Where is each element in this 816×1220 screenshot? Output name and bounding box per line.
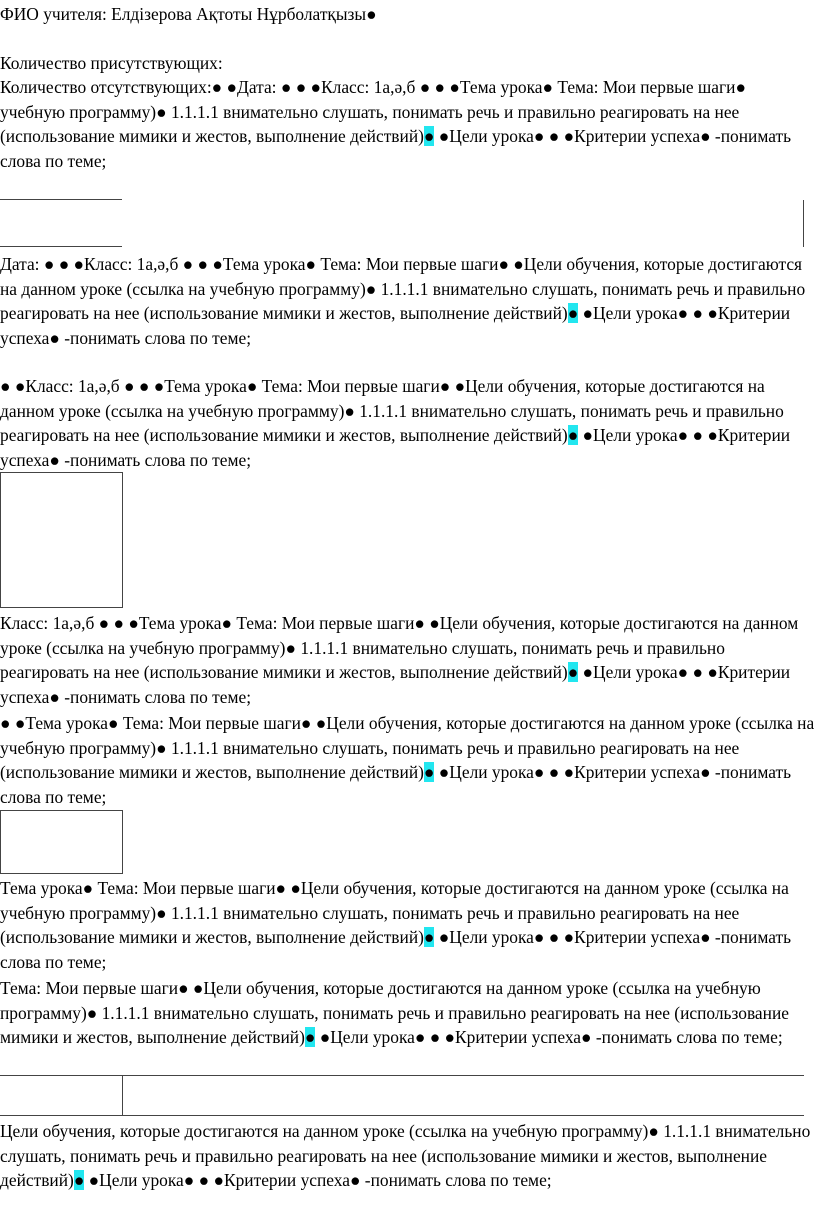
highlighted-bullet: ● [423,126,435,146]
paragraph-text: Дата: ● ● ●Класс: 1а,ә,б ● ● ●Тема урока● Тема: Мои первые шаги● ●Цели обучения, которые достигаются на данном уроке (ссылка на учебную программу)● 1.1.1.1 внимательно слушать, понимать речь и правильно реагировать на нее (использование мимики и жестов, выполнение действий) [0,254,806,323]
paragraph-date [0,252,816,350]
highlighted-bullet: ● [567,662,579,682]
paragraph-absent-count [0,75,816,173]
paragraph-text: Тема урока● Тема: Мои первые шаги● ●Цели обучения, которые достигаются на данном уроке (ссылка на учебную программу)● 1.1.1.1 внимательно слушать, понимать речь и правильно реагировать на нее (использование мимики и жестов, выполнение действий) [0,878,789,947]
empty-table-cell [0,472,123,608]
paragraph-class-2 [0,611,816,709]
paragraph-text: ● ●Класс: 1а,ә,б ● ● ●Тема урока● Тема: Мои первые шаги● ●Цели обучения, которые достигаются на данном уроке (ссылка на учебную программу)● 1.1.1.1 внимательно слушать, понимать речь и правильно реагировать на нее (использование мимики и жестов, выполнение действий) [0,376,784,445]
paragraph-text: ●Цели урока● ● ●Критерии успеха● -понимать слова по теме; [315,1027,783,1047]
table-border [0,1075,804,1076]
paragraph-text: ● ●Тема урока● Тема: Мои первые шаги● ●Цели обучения, которые достигаются на данном уроке (ссылка на учебную программу)● 1.1.1.1 внимательно слушать, понимать речь и правильно реагировать на нее (использование мимики и жестов, выполнение действий) [0,713,815,782]
highlighted-bullet: ● [567,425,579,445]
highlighted-bullet: ● [567,303,579,323]
paragraph-text: ●Цели урока● ● ●Критерии успеха● -понимать слова по теме; [0,662,791,707]
paragraph-text: ●Цели урока● ● ●Критерии успеха● -понимать слова по теме; [0,126,792,171]
paragraph-text: учебную программу)● 1.1.1.1 внимательно слушать, понимать речь и правильно реагировать на нее (использование мимики и жестов, выполнение действий) [0,101,740,146]
highlighted-bullet: ● [304,1027,316,1047]
highlighted-bullet: ● [73,1170,85,1190]
empty-table-cell [0,810,123,874]
paragraph-text: Цели обучения, которые достигаются на данном уроке (ссылка на учебную программу)● 1.1.1.1 внимательно слушать, понимать речь и правильно реагировать на нее (использование мимики и жестов, выполнение действий) [0,1121,811,1190]
paragraph-class [0,374,816,472]
paragraph-text: Класс: 1а,ә,б ● ● ●Тема урока● Тема: Мои первые шаги● ●Цели обучения, которые достигаются на данном уроке (ссылка на учебную программу)● 1.1.1.1 внимательно слушать, понимать речь и правильно реагировать на нее (использование мимики и жестов, выполнение действий) [0,613,799,682]
table-border [0,246,122,247]
highlighted-bullet: ● [423,762,435,782]
paragraph-text: Количество отсутствующих:● ●Дата: ● ● ●Класс: 1а,ә,б ● ● ●Тема урока● Тема: Мои первые шаги● [0,77,746,97]
paragraph-text: ●Цели урока● ● ●Критерии успеха● -понимать слова по теме; [0,762,792,807]
paragraph-lesson-topic-2 [0,876,816,974]
paragraph-text: ●Цели урока● ● ●Критерии успеха● -понимать слова по теме; [0,425,791,470]
table-border [0,199,122,200]
paragraph-lesson-topic [0,711,816,809]
present-count-line: Количество присутствующих: [0,53,223,73]
highlighted-bullet: ● [423,927,435,947]
teacher-name-line: ФИО учителя: Елдізерова Ақтоты Нұрболатқызы● [0,4,377,24]
table-border [0,1115,804,1116]
paragraph-topic [0,976,816,1050]
paragraph-text: ●Цели урока● ● ●Критерии успеха● -понимать слова по теме; [0,927,792,972]
table-border [122,1075,123,1115]
paragraph-text: ●Цели урока● ● ●Критерии успеха● -понимать слова по теме; [84,1170,552,1190]
table-border [803,200,804,247]
paragraph-text: ●Цели урока● ● ●Критерии успеха● -понимать слова по теме; [0,303,791,348]
paragraph-learning-goals [0,1119,816,1193]
paragraph-text: Тема: Мои первые шаги● ●Цели обучения, которые достигаются на данном уроке (ссылка на учебную программу)● 1.1.1.1 внимательно слушать, понимать речь и правильно реагировать на нее (использование мимики и жестов, выполнение действий) [0,978,789,1047]
